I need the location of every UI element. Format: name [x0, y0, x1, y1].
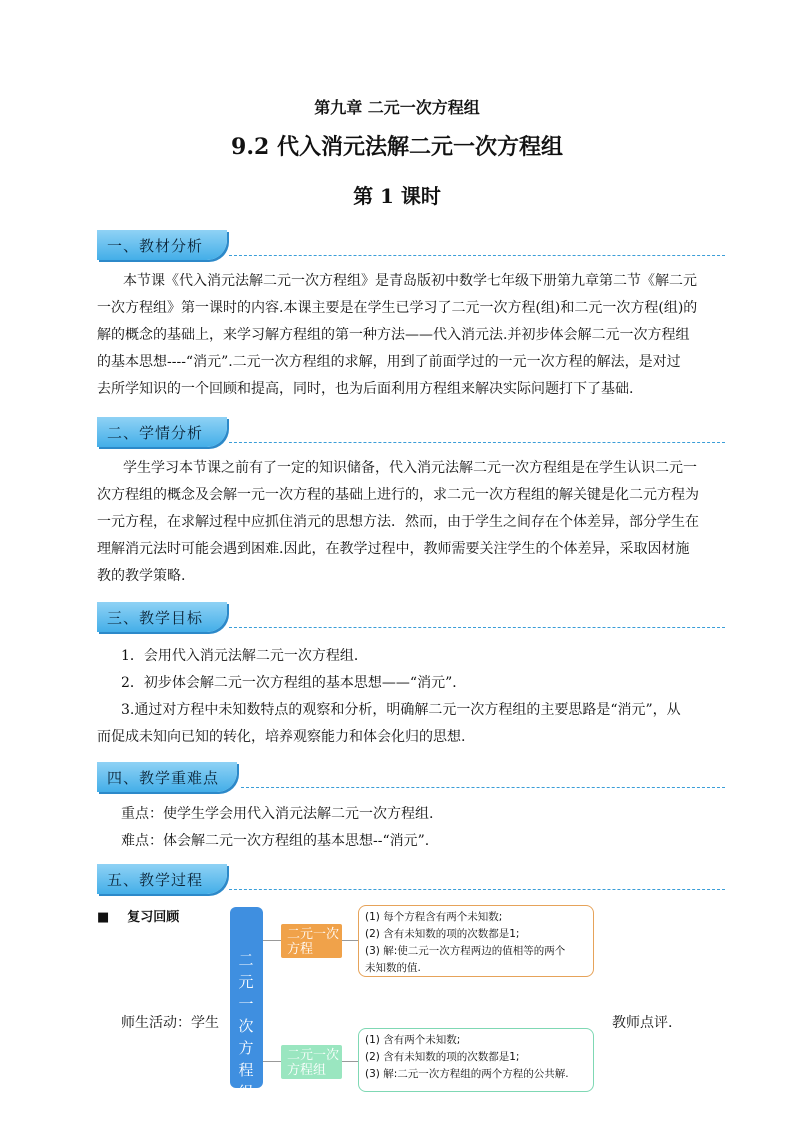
goal-item: 而促成未知向已知的转化，培养观察能力和体会化归的思想.: [97, 729, 466, 745]
chapter-title: 第九章 二元一次方程组: [314, 98, 480, 117]
dashed-rule: [229, 255, 725, 256]
mindmap-box-line: 未知数的值.: [365, 962, 421, 974]
mindmap-box-line: (3) 解:使二元一次方程两边的值相等的两个: [365, 945, 566, 957]
activity-text-right: 教师点评.: [612, 1015, 673, 1031]
dashed-rule: [229, 889, 725, 890]
connector: [342, 940, 358, 941]
mindmap-box-line: (1) 每个方程含有两个未知数;: [365, 911, 503, 923]
text-line: 一次方程组》第一课时的内容.本课主要是在学生已学习了二元一次方程(组)和二元一次方程(组)的: [97, 300, 698, 316]
text-line: 一元方程，在求解过程中应抓住消元的思想方法．然而，由于学生之间存在个体差异，部分学生在: [97, 514, 699, 530]
text-line: 解的概念的基础上，来学习解方程组的第一种方法——代入消元法.并初步体会解二元一次方程组: [97, 327, 690, 343]
difficulty-point: 难点：体会解二元一次方程组的基本思想--“消元”.: [121, 833, 430, 849]
review-bullet: [97, 906, 179, 925]
goal-item: 2．初步体会解二元一次方程组的基本思想——“消元”．: [121, 675, 467, 691]
section-header-learner-analysis: [97, 417, 725, 451]
connector: [263, 1061, 281, 1062]
section-header-key-points: [97, 762, 725, 796]
section-tab: 四、教学重难点: [97, 762, 237, 792]
mindmap-box-line: (3) 解:二元一次方程组的两个方程的公共解.: [365, 1068, 569, 1080]
mindmap-node-equation: 二元一次方程: [281, 924, 342, 958]
section-tab: 一、教材分析: [97, 230, 227, 260]
text-line: 学生学习本节课之前有了一定的知识储备，代入消元法解二元一次方程组是在学生认识二元一: [123, 460, 697, 476]
section-tab: 三、教学目标: [97, 602, 227, 632]
dashed-rule: [229, 627, 725, 628]
text-line: 次方程组的概念及会解一元一次方程的基础上进行的，求二元一次方程组的解关键是化二元方程为: [97, 487, 699, 503]
mindmap-box-equation: [358, 905, 594, 977]
text-line: 本节课《代入消元法解二元一次方程组》是青岛版初中数学七年级下册第九章第二节《解二元: [123, 273, 697, 289]
section-tab: 五、教学过程: [97, 864, 227, 894]
lesson-title: 9.2 代入消元法解二元一次方程组: [231, 134, 563, 160]
text-line: 的基本思想----“消元”.二元一次方程组的求解，用到了前面学过的一元一次方程的解法，是对过: [97, 354, 681, 370]
review-label: 复习回顾: [127, 910, 180, 925]
mindmap-box-line: (2) 含有未知数的项的次数都是1;: [365, 1051, 520, 1063]
connector: [342, 1061, 358, 1062]
section-header-teaching-goals: [97, 602, 725, 636]
goal-item: 1．会用代入消元法解二元一次方程组．: [121, 648, 368, 664]
section-header-textbook-analysis: [97, 230, 725, 264]
mindmap-box-line: (2) 含有未知数的项的次数都是1;: [365, 928, 520, 940]
square-bullet-icon: ■: [97, 910, 110, 925]
connector: [263, 940, 281, 941]
dashed-rule: [241, 787, 725, 788]
goal-item: 3.通过对方程中未知数特点的观察和分析，明确解二元一次方程组的主要思路是“消元”，从: [121, 702, 681, 718]
text-line: 去所学知识的一个回顾和提高，同时，也为后面利用方程组来解决实际问题打下了基础.: [97, 381, 634, 397]
mindmap-center-node: 二元一次方程组: [230, 907, 263, 1088]
dashed-rule: [229, 442, 725, 443]
section-tab: 二、学情分析: [97, 417, 227, 447]
period-title: 第 1 课时: [353, 184, 441, 208]
text-line: 理解消元法时可能会遇到困难.因此，在教学过程中，教师需要关注学生的个体差异，采取因材施: [97, 541, 690, 557]
section-header-teaching-process: [97, 864, 725, 898]
text-line: 教的教学策略.: [97, 568, 186, 584]
key-point: 重点：使学生学会用代入消元法解二元一次方程组.: [121, 806, 434, 822]
mindmap-node-system: 二元一次方程组: [281, 1045, 342, 1079]
activity-text-left: 师生活动：学生: [121, 1015, 219, 1031]
mindmap-box-line: (1) 含有两个未知数;: [365, 1034, 461, 1046]
mindmap-box-system: [358, 1028, 594, 1092]
